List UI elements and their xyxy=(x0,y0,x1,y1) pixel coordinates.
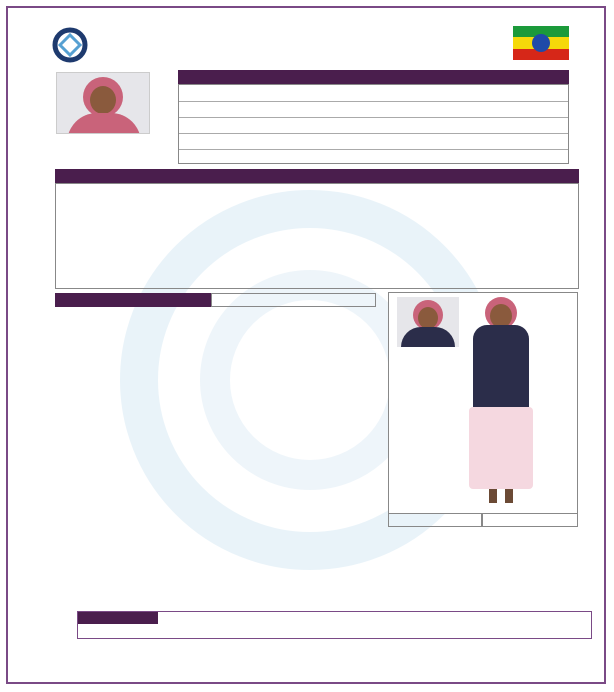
employment-row xyxy=(179,85,568,101)
applicant-small-photo xyxy=(397,297,459,347)
employment-header xyxy=(178,70,569,84)
logo-mark-icon xyxy=(52,27,88,63)
employment-row xyxy=(179,101,568,117)
applicant-headshot xyxy=(56,72,150,134)
other-details-table xyxy=(55,183,579,289)
remarks-box xyxy=(77,611,592,639)
employment-row xyxy=(179,149,568,165)
education-label xyxy=(55,293,211,307)
photo-panel xyxy=(388,292,578,514)
education-value xyxy=(211,293,376,307)
employment-table xyxy=(178,84,569,164)
remarks-header xyxy=(78,612,158,624)
height-value xyxy=(388,513,482,527)
company-logo xyxy=(52,25,192,67)
weight-value xyxy=(482,513,578,527)
ethiopia-flag-icon xyxy=(513,26,569,60)
employment-row xyxy=(179,117,568,133)
other-details-header xyxy=(55,169,579,183)
employment-row xyxy=(179,133,568,149)
applicant-full-photo xyxy=(461,295,541,507)
